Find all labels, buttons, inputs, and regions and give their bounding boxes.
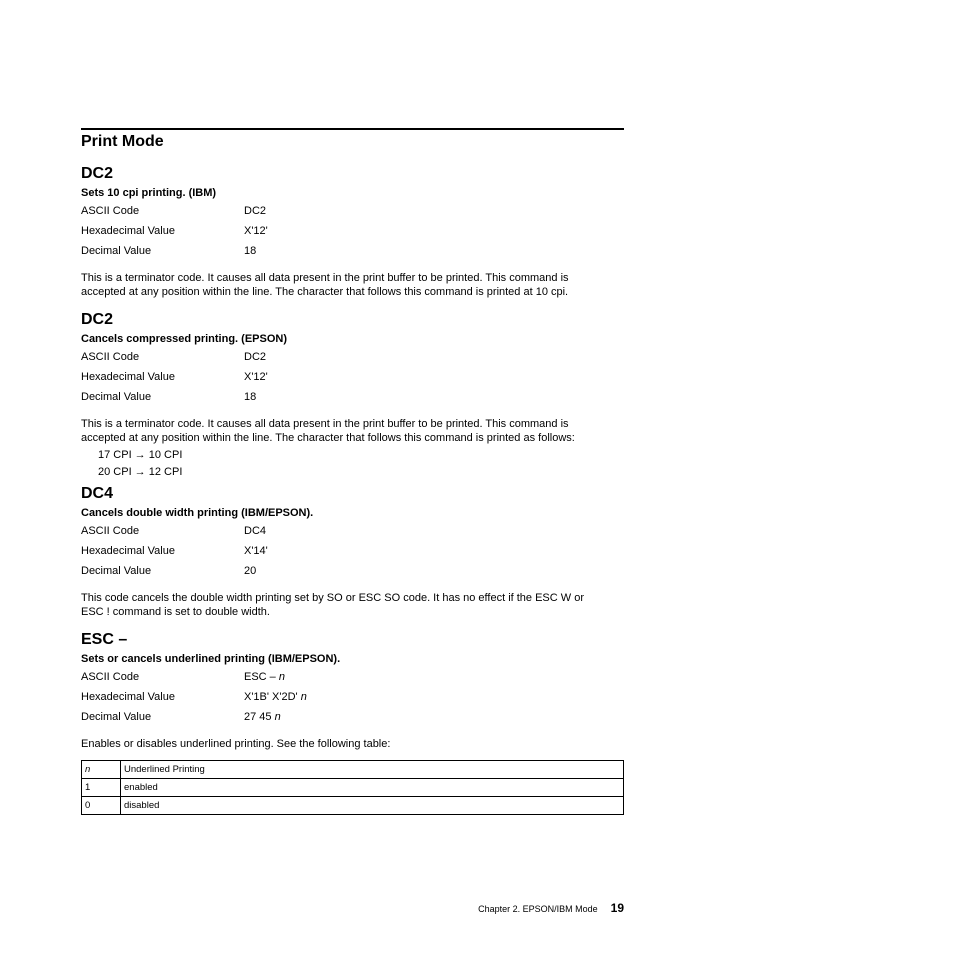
code-key: ASCII Code <box>81 525 140 537</box>
table-row <box>82 779 624 797</box>
table-header-row <box>82 761 624 779</box>
footer-chapter: Chapter 2. EPSON/IBM Mode <box>478 904 598 914</box>
section-subtitle: Sets or cancels underlined printing (IBM/EPSON). <box>81 653 341 665</box>
table-header-cell: n <box>82 761 121 779</box>
code-value: DC2 <box>244 351 267 363</box>
section-esc-dash <box>81 631 624 815</box>
section-subtitle: Cancels double width printing (IBM/EPSON). <box>81 507 314 519</box>
code-value: 20 <box>244 565 257 577</box>
code-value: DC2 <box>244 205 267 217</box>
code-value: 27 45 n <box>244 711 281 723</box>
code-key: ASCII Code <box>81 205 140 217</box>
section-subtitle: Sets 10 cpi printing. (IBM) <box>81 187 217 199</box>
section-heading: DC2 <box>81 165 114 182</box>
description-line: ESC ! command is set to double width. <box>81 606 270 618</box>
code-key: Hexadecimal Value <box>81 371 175 383</box>
table-header-cell: Underlined Printing <box>121 761 624 779</box>
cpi-list <box>81 448 624 482</box>
code-value: X'14' <box>244 545 268 557</box>
description-line: This code cancels the double width printing set by SO or ESC SO code. It has no effect if the ESC W or <box>81 592 584 604</box>
code-row <box>81 224 624 244</box>
code-row <box>81 544 624 564</box>
code-row <box>81 690 624 710</box>
table-cell: 0 <box>82 797 121 815</box>
list-item: 20 CPI → 12 CPI <box>98 466 183 478</box>
section-description <box>81 271 624 299</box>
param-n: n <box>300 691 307 703</box>
code-value: 18 <box>244 391 257 403</box>
table-cell: enabled <box>121 779 624 797</box>
section-description <box>81 737 624 751</box>
section-dc2-ibm <box>81 165 624 299</box>
code-key: ASCII Code <box>81 671 140 683</box>
table-cell: 1 <box>82 779 121 797</box>
section-description <box>81 591 624 619</box>
section-heading: DC4 <box>81 485 114 502</box>
section-description <box>81 417 624 445</box>
page-footer <box>478 901 624 915</box>
code-row <box>81 390 624 410</box>
code-row <box>81 564 624 584</box>
param-n: n <box>278 671 285 683</box>
code-key: Hexadecimal Value <box>81 545 175 557</box>
page-title: Print Mode <box>81 133 164 150</box>
description-line: accepted at any position within the line. The character that follows this command is printed as follows: <box>81 432 575 444</box>
code-value: X'12' <box>244 225 268 237</box>
section-subtitle: Cancels compressed printing. (EPSON) <box>81 333 287 345</box>
description-line: This is a terminator code. It causes all data present in the print buffer to be printed. This command is <box>81 272 569 284</box>
code-row <box>81 204 624 224</box>
code-value: ESC – n <box>244 671 285 683</box>
underline-table <box>81 760 624 815</box>
code-value: X'12' <box>244 371 268 383</box>
param-n: n <box>274 711 281 723</box>
title-rule <box>81 128 624 130</box>
code-row <box>81 244 624 264</box>
page-content <box>81 128 624 815</box>
list-item: 17 CPI → 10 CPI <box>98 449 183 461</box>
code-row <box>81 670 624 690</box>
code-value: X'1B' X'2D' n <box>244 691 307 703</box>
section-dc4 <box>81 485 624 619</box>
code-key: Decimal Value <box>81 565 152 577</box>
code-key: Hexadecimal Value <box>81 225 175 237</box>
code-key: Decimal Value <box>81 711 152 723</box>
code-key: Hexadecimal Value <box>81 691 175 703</box>
section-heading: ESC – <box>81 631 128 648</box>
code-row <box>81 710 624 730</box>
code-row <box>81 524 624 544</box>
description-line: accepted at any position within the line. The character that follows this command is printed at 10 cpi. <box>81 286 569 298</box>
table-cell: disabled <box>121 797 624 815</box>
code-key: Decimal Value <box>81 391 152 403</box>
section-heading: DC2 <box>81 311 114 328</box>
table-row <box>82 797 624 815</box>
code-value: DC4 <box>244 525 267 537</box>
code-row <box>81 370 624 390</box>
code-key: Decimal Value <box>81 245 152 257</box>
description-line: Enables or disables underlined printing. See the following table: <box>81 738 391 750</box>
description-line: This is a terminator code. It causes all data present in the print buffer to be printed. This command is <box>81 418 569 430</box>
page-number: 19 <box>610 901 624 915</box>
code-row <box>81 350 624 370</box>
code-key: ASCII Code <box>81 351 140 363</box>
section-dc2-epson <box>81 311 624 482</box>
code-value: 18 <box>244 245 257 257</box>
